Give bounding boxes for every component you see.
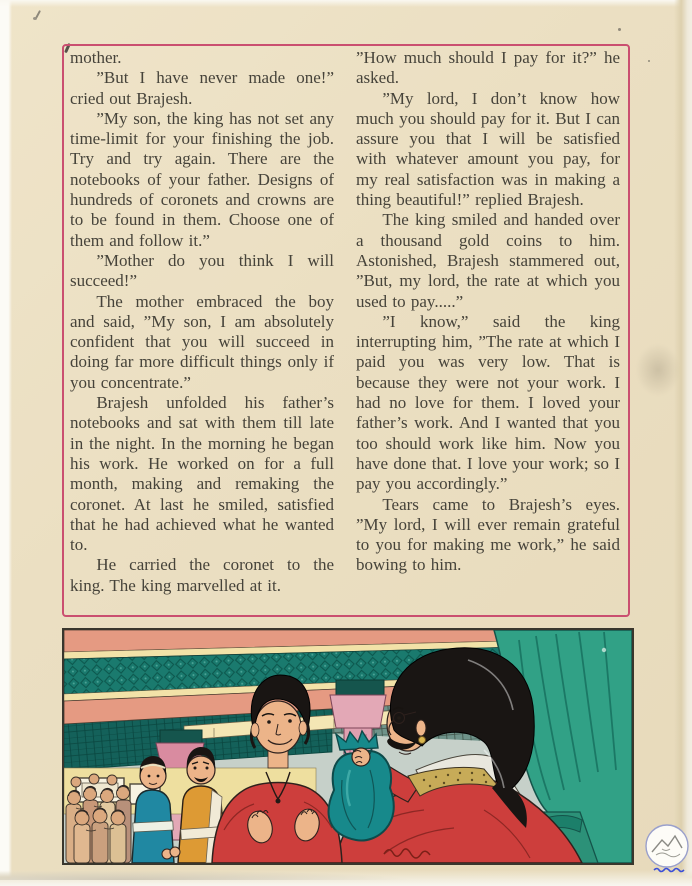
earring bbox=[419, 737, 426, 744]
story-paragraph: ”How much should I pay for it?” he asked. bbox=[356, 48, 620, 88]
story-paragraph: ”I know,” said the king interrupting him, ”The rate at which I paid you was very low. That is because they were not your work. I had no love for them. I loved your father’s work. And I wanted that you too should work like him. Now you have done that. I love your work; so I pay you accordingly.” bbox=[356, 311, 620, 494]
watermark-text-squiggle bbox=[654, 869, 684, 872]
story-paragraph: ”My son, the king has not set any time-limit for your finishing the job. Try and try again. There are the notebooks of your father. Designs of hundreds of coronets and crowns are to be found in them. Choose one of them and follow it.” bbox=[70, 108, 334, 250]
story-text-box bbox=[62, 44, 630, 617]
story-paragraph: Tears came to Brajesh’s eyes. ”My lord, I will ever remain grateful to you for making me work,” he said bowing to him. bbox=[356, 494, 620, 575]
story-column-left bbox=[70, 48, 334, 610]
watermark-stamp bbox=[642, 822, 692, 880]
story-paragraph: ”Mother do you think I will succeed!” bbox=[70, 250, 334, 291]
page-edge-left bbox=[0, 0, 12, 886]
story-paragraph: mother. bbox=[70, 48, 122, 67]
story-paragraph: Brajesh unfolded his father’s notebooks and sat with them till late in the night. In the morning he began his work. He worked on for a full month, making and remaking the coronet. At last he smiled, satisfied that he had achieved what he wanted to. bbox=[70, 393, 334, 555]
margin-smudge bbox=[636, 344, 680, 396]
page-curl-shadow bbox=[0, 870, 415, 880]
story-column-right bbox=[356, 48, 620, 610]
paper-speck bbox=[618, 28, 621, 31]
illustration-svg bbox=[64, 630, 632, 863]
story-paragraph: He carried the coronet to the king. The king marvelled at it. bbox=[70, 555, 334, 595]
illustration bbox=[62, 628, 634, 865]
ink-smudge-mark bbox=[33, 8, 47, 22]
paper-speck bbox=[648, 60, 650, 62]
story-paragraph: The mother embraced the boy and said, ”My son, I am absolutely confident that you will succeed in doing far more difficult things only if you concentrate.” bbox=[70, 291, 334, 392]
story-paragraph: The king smiled and handed over a thousand gold coins to him. Astonished, Brajesh stammered out, ”But, my lord, the rate at which you used to pay.....” bbox=[356, 210, 620, 311]
page-edge-top bbox=[0, 0, 692, 7]
story-paragraph: ”But I have never made one!” cried out Brajesh. bbox=[70, 68, 334, 108]
story-paragraph: ”My lord, I don’t know how much you should pay for it. But I can assure you that I will be satisfied with whatever amount you pay, for my real satisfaction was in making a thing beautiful!” replied Brajesh. bbox=[356, 88, 620, 210]
page-edge-right bbox=[674, 0, 692, 886]
brajesh-face bbox=[255, 701, 301, 753]
